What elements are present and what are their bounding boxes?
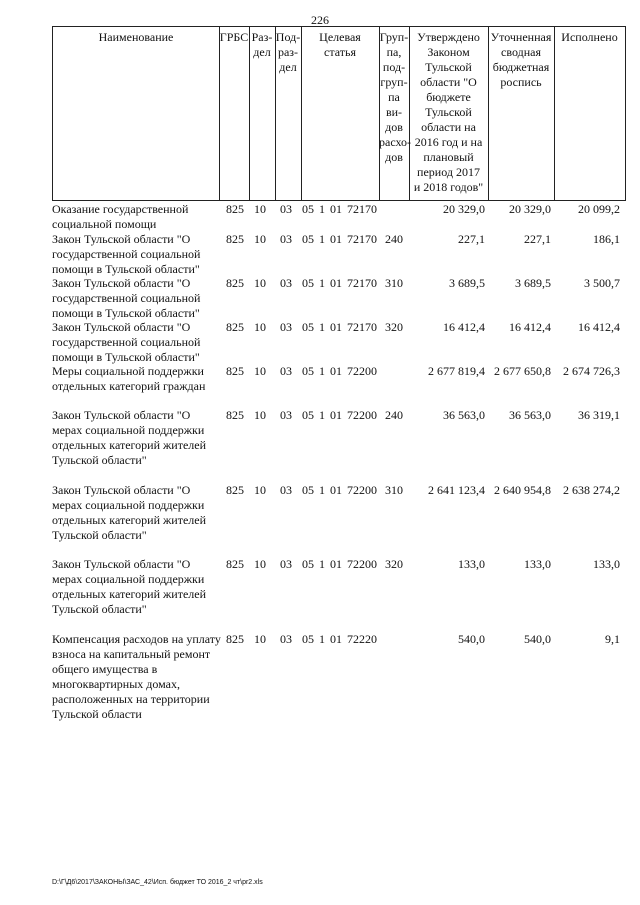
- row-razdel: 10: [254, 408, 266, 422]
- row-razdel: 10: [254, 232, 266, 246]
- row-group: 240: [385, 232, 403, 246]
- row-name: Закон Тульской области "О государственной социальной помощи в Тульской области": [52, 232, 201, 276]
- row-grbs: 825: [226, 276, 244, 290]
- row-name: Закон Тульской области "О государственной социальной помощи в Тульской области": [52, 276, 201, 320]
- row-grbs: 825: [226, 202, 244, 216]
- row-grbs: 825: [226, 483, 244, 497]
- row-name: Закон Тульской области "О государственной социальной помощи в Тульской области": [52, 320, 201, 364]
- row-refined: 133,0: [524, 557, 551, 571]
- header-executed: Исполнено: [561, 30, 618, 44]
- row-razdel: 10: [254, 320, 266, 334]
- row-grbs: 825: [226, 232, 244, 246]
- row-executed: 20 099,2: [578, 202, 620, 216]
- row-article: 05 1 01 72170: [302, 232, 377, 246]
- row-article: 05 1 01 72170: [302, 202, 377, 216]
- row-executed: 36 319,1: [578, 408, 620, 422]
- column-divider: [554, 27, 555, 200]
- header-refined: Уточненная сводная бюджетная роспись: [490, 30, 552, 89]
- row-article: 05 1 01 72170: [302, 320, 377, 334]
- file-path-footer: D:\Г\Д6\2017\ЗАКОНЫ\ЗАС_42\Исп. бюджет ТО 2016_2 чт\pr2.xls: [52, 879, 263, 886]
- row-podrazdel: 03: [280, 364, 292, 378]
- row-razdel: 10: [254, 632, 266, 646]
- row-podrazdel: 03: [280, 632, 292, 646]
- row-approved: 227,1: [458, 232, 485, 246]
- row-refined: 16 412,4: [509, 320, 551, 334]
- row-executed: 2 638 274,2: [563, 483, 620, 497]
- row-podrazdel: 03: [280, 408, 292, 422]
- row-approved: 2 677 819,4: [428, 364, 485, 378]
- column-divider: [219, 27, 220, 200]
- row-podrazdel: 03: [280, 232, 292, 246]
- row-executed: 9,1: [605, 632, 620, 646]
- row-group: 310: [385, 483, 403, 497]
- row-article: 05 1 01 72200: [302, 557, 377, 571]
- row-name: Компенсация расходов на уплату взноса на капитальный ремонт общего имущества в многоквартирных домах, расположенных на территории Тульской области: [52, 632, 221, 721]
- row-article: 05 1 01 72200: [302, 364, 377, 378]
- row-name: Закон Тульской области "О мерах социальной поддержки отдельных категорий жителей Тульской области": [52, 408, 207, 467]
- row-executed: 3 500,7: [584, 276, 620, 290]
- row-approved: 3 689,5: [449, 276, 485, 290]
- row-approved: 540,0: [458, 632, 485, 646]
- row-group: 310: [385, 276, 403, 290]
- row-group: 320: [385, 557, 403, 571]
- row-name: Оказание государственной социальной помощи: [52, 202, 189, 231]
- row-executed: 2 674 726,3: [563, 364, 620, 378]
- header-approved: Утверждено Законом Тульской области "О бюджете Тульской области на 2016 год и на плановый период 2017 и 2018 годов": [413, 30, 484, 194]
- row-refined: 3 689,5: [515, 276, 551, 290]
- row-name: Закон Тульской области "О мерах социальной поддержки отдельных категорий жителей Тульской области": [52, 557, 207, 616]
- row-grbs: 825: [226, 320, 244, 334]
- header-article: Целевая статья: [319, 30, 361, 59]
- row-grbs: 825: [226, 364, 244, 378]
- row-approved: 36 563,0: [443, 408, 485, 422]
- row-group: 240: [385, 408, 403, 422]
- page-number: 226: [311, 13, 329, 27]
- row-name: Меры социальной поддержки отдельных категорий граждан: [52, 364, 206, 393]
- header-grbs: ГРБС: [219, 30, 249, 44]
- row-approved: 20 329,0: [443, 202, 485, 216]
- row-podrazdel: 03: [280, 320, 292, 334]
- row-refined: 36 563,0: [509, 408, 551, 422]
- row-executed: 186,1: [593, 232, 620, 246]
- table-header: [52, 26, 626, 201]
- header-name: Наименование: [98, 30, 174, 44]
- row-razdel: 10: [254, 364, 266, 378]
- row-refined: 540,0: [524, 632, 551, 646]
- row-podrazdel: 03: [280, 483, 292, 497]
- row-group: 320: [385, 320, 403, 334]
- header-razdel: Раз- дел: [251, 30, 273, 59]
- row-approved: 16 412,4: [443, 320, 485, 334]
- row-grbs: 825: [226, 557, 244, 571]
- row-podrazdel: 03: [280, 557, 292, 571]
- row-refined: 227,1: [524, 232, 551, 246]
- row-article: 05 1 01 72200: [302, 483, 377, 497]
- row-razdel: 10: [254, 557, 266, 571]
- header-group: Груп- па, под- груп- па ви- дов расхо- дов: [379, 30, 412, 164]
- row-razdel: 10: [254, 483, 266, 497]
- row-article: 05 1 01 72170: [302, 276, 377, 290]
- row-podrazdel: 03: [280, 276, 292, 290]
- row-executed: 133,0: [593, 557, 620, 571]
- row-article: 05 1 01 72220: [302, 632, 377, 646]
- row-refined: 2 677 650,8: [494, 364, 551, 378]
- row-article: 05 1 01 72200: [302, 408, 377, 422]
- row-grbs: 825: [226, 632, 244, 646]
- row-name: Закон Тульской области "О мерах социальной поддержки отдельных категорий жителей Тульской области": [52, 483, 207, 542]
- row-approved: 2 641 123,4: [428, 483, 485, 497]
- row-executed: 16 412,4: [578, 320, 620, 334]
- row-refined: 2 640 954,8: [494, 483, 551, 497]
- row-approved: 133,0: [458, 557, 485, 571]
- row-razdel: 10: [254, 202, 266, 216]
- row-razdel: 10: [254, 276, 266, 290]
- row-grbs: 825: [226, 408, 244, 422]
- row-refined: 20 329,0: [509, 202, 551, 216]
- row-podrazdel: 03: [280, 202, 292, 216]
- header-podrazdel: Под- раз- дел: [275, 30, 301, 74]
